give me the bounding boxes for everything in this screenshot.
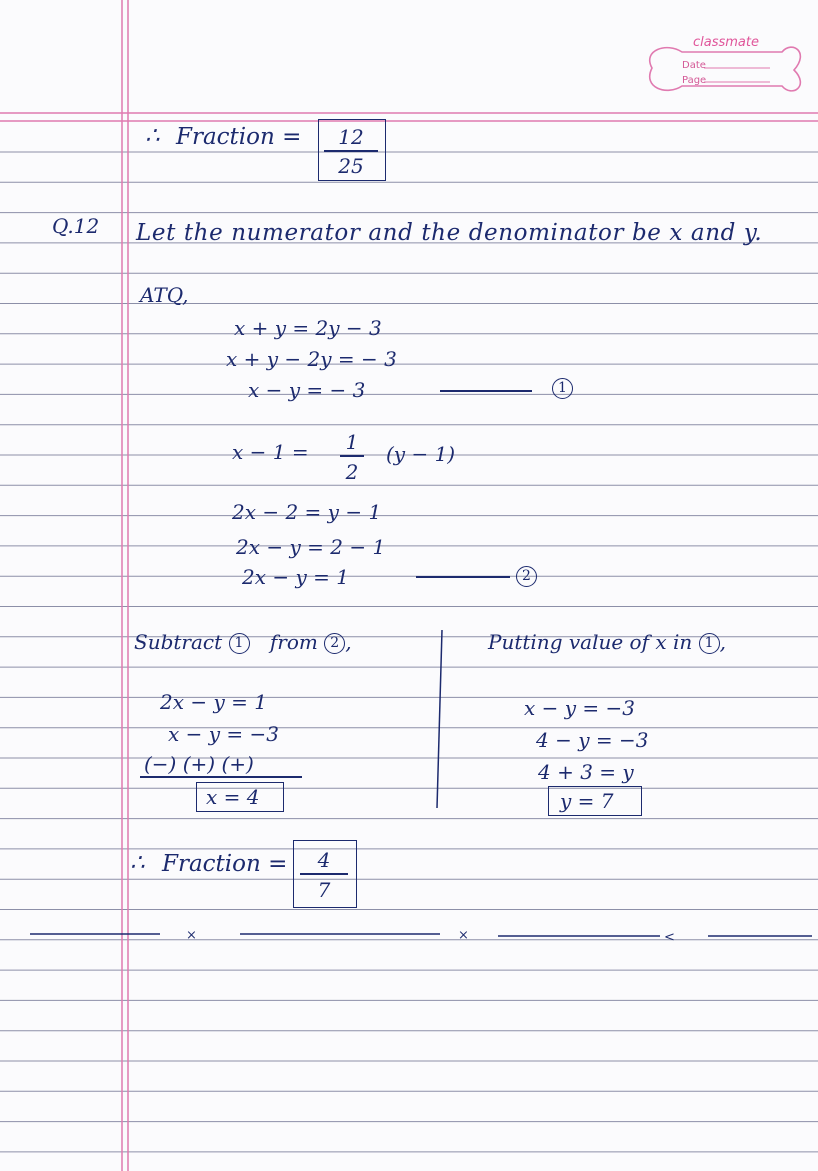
question-statement: Let the numerator and the denominator be x and y.	[136, 220, 763, 246]
equation-line: (y − 1)	[386, 442, 456, 466]
answer-y: y = 7	[560, 789, 614, 813]
svg-text:<: <	[664, 930, 675, 945]
fraction-numerator: 12	[338, 125, 364, 149]
question-number: Q.12	[52, 214, 100, 238]
right-step: 4 + 3 = y	[538, 760, 634, 784]
left-step: x − y = −3	[168, 722, 280, 746]
equation-line: x + y = 2y − 3	[234, 316, 382, 340]
equation-line: 2x − 2 = y − 1	[232, 500, 382, 524]
therefore-symbol: ∴	[130, 850, 145, 876]
equation-line: x + y − 2y = − 3	[226, 347, 397, 371]
answer-x: x = 4	[206, 785, 260, 809]
fraction-bar	[324, 150, 378, 152]
equation-line: x − 1 =	[232, 440, 309, 464]
equation-tag: 2	[516, 566, 537, 587]
left-column-heading: Subtract 1 from 2 ,	[134, 630, 352, 654]
equation-tag: 1	[552, 378, 573, 399]
right-column-heading: Putting value of x in 1 ,	[488, 630, 726, 654]
equation-line: x − y = − 3	[248, 378, 366, 402]
equation-dash	[440, 390, 532, 392]
fraction-bar	[300, 873, 348, 875]
fraction-numerator: 4	[317, 848, 331, 872]
fraction-bar	[340, 455, 364, 457]
end-separator	[0, 926, 818, 946]
fraction-numerator: 1	[345, 430, 359, 454]
page-label: Page	[682, 75, 707, 86]
classmate-brand: classmate	[693, 35, 759, 50]
left-step: 2x − y = 1	[160, 690, 267, 714]
left-step: (−) (+) (+)	[144, 752, 254, 776]
fraction-denominator: 2	[345, 460, 359, 484]
svg-text:×: ×	[186, 928, 197, 943]
svg-text:×: ×	[458, 928, 469, 943]
right-step: x − y = −3	[524, 696, 636, 720]
date-label: Date	[682, 60, 706, 71]
fraction-denominator: 7	[317, 878, 331, 902]
atq-label: ATQ,	[140, 283, 189, 307]
therefore-symbol: ∴	[145, 123, 160, 149]
fraction-label: Fraction =	[176, 124, 302, 150]
equation-dash	[416, 576, 510, 578]
fraction-denominator: 25	[338, 154, 364, 178]
equation-line: 2x − y = 2 − 1	[236, 535, 386, 559]
fraction-label: Fraction =	[162, 851, 288, 877]
right-step: 4 − y = −3	[536, 728, 649, 752]
equation-line: 2x − y = 1	[242, 565, 349, 589]
column-divider	[437, 630, 442, 808]
subtraction-line	[140, 776, 302, 778]
